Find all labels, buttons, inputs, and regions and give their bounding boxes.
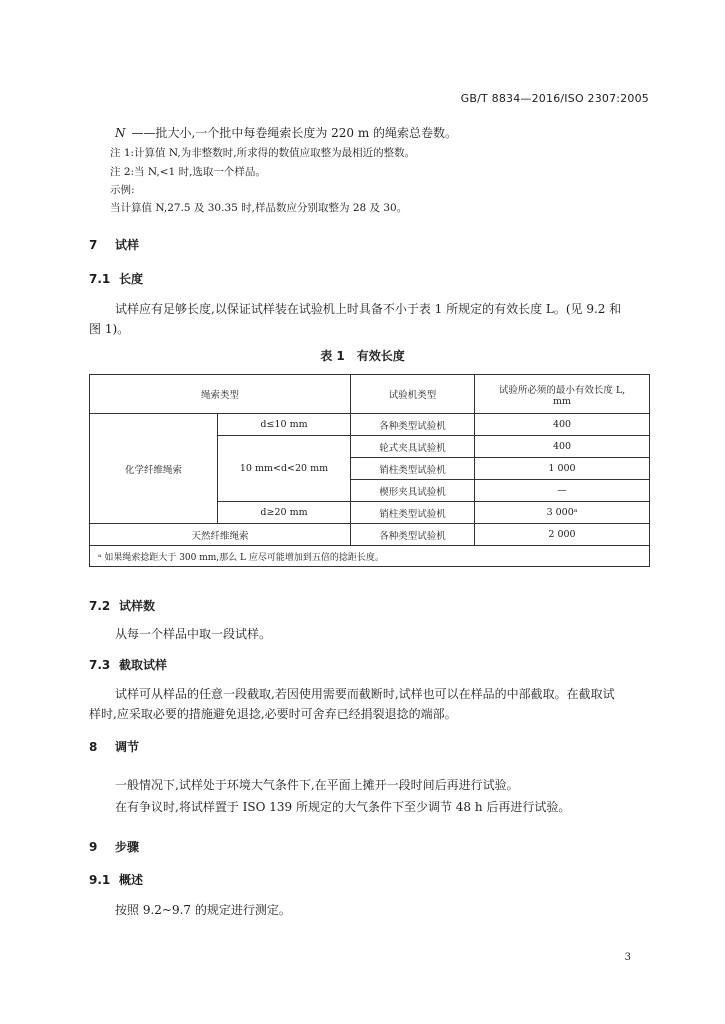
n-definition: ——批大小,一个批中每卷绳索长度为 220 m 的绳索总卷数。 [131,126,458,140]
header-machine-type: 试验机类型 [351,375,475,414]
page-number: 3 [624,952,631,963]
section-number: 9 [89,840,98,854]
n-definition-line [115,124,457,141]
table-row [90,524,650,546]
table-caption: 表 1 有效长度 [320,349,405,363]
section-7-2-paragraph: 从每一个样品中取一段试样。 [115,627,272,641]
note-2: 注 2:当 N,<1 时,选取一个样品。 [110,166,266,178]
n-symbol: N [115,126,126,140]
standard-code: GB/T 8834—2016/ISO 2307:2005 [460,92,649,105]
section-number: 8 [89,740,98,754]
section-7-3-paragraph-line-2: 样时,应采取必要的措施避免退捻,必要时可舍弃已经捐裂退捻的端部。 [89,707,457,721]
cell-machine-type: 楔形夹具试验机 [351,480,475,502]
table-header-row [90,375,650,414]
section-9-1-heading [89,871,143,888]
cell-min-length: 1 000 [475,458,650,480]
section-number: 7.1 [89,272,111,286]
cell-machine-type: 销柱类型试验机 [351,458,475,480]
section-7-1-heading [89,270,143,287]
cell-min-length: 400 [475,414,650,436]
section-7-heading [89,236,139,253]
section-number: 7 [89,238,98,252]
section-9-heading [89,838,139,855]
table-footnote: ᵃ 如果绳索捻距大于 300 mm,那么 L 应尽可能增加到五倍的捻距长度。 [90,546,650,567]
header-min-length-unit: mm [553,395,572,407]
example-text: 当计算值 N,27.5 及 30.35 时,样品数应分别取整为 28 及 30。 [110,202,408,214]
cell-chemical-fiber-rope: 化学纤维绳索 [90,414,218,524]
section-7-1-paragraph-line-1: 试样应有足够长度,以保证试样装在试验机上时具备不小于表 1 所规定的有效长度 L。(见 9.2 和 [115,302,622,316]
example-label: 示例: [110,184,135,196]
cell-diameter-condition: d≤10 mm [218,414,351,436]
table-footnote-row [90,546,650,567]
cell-min-length: — [475,480,650,502]
header-min-length [475,375,650,414]
note-1: 注 1:计算值 N,为非整数时,所求得的数值应取整为最相近的整数。 [110,147,416,159]
section-title: 试样数 [119,599,156,613]
section-title: 概述 [119,873,144,887]
header-rope-type: 绳索类型 [90,375,351,414]
cell-machine-type: 轮式夹具试验机 [351,436,475,458]
section-8-paragraph-1: 一般情况下,试样处于环境大气条件下,在平面上摊开一段时间后再进行试验。 [115,778,519,792]
cell-diameter-condition: 10 mm<d<20 mm [218,436,351,502]
section-7-3-heading [89,656,167,673]
cell-machine-type: 各种类型试验机 [351,524,475,546]
section-7-3-paragraph-line-1: 试样可从样品的任意一段截取,若因使用需要而截断时,试样也可以在样品的中部截取。在截取试 [115,687,615,701]
section-title: 步骤 [115,840,140,854]
section-number: 9.1 [89,873,111,887]
cell-machine-type: 各种类型试验机 [351,414,475,436]
table-row [90,414,650,436]
cell-diameter-condition: d≥20 mm [218,502,351,524]
cell-min-length: 400 [475,436,650,458]
section-number: 7.3 [89,658,111,672]
section-title: 长度 [119,272,144,286]
section-9-1-paragraph: 按照 9.2~9.7 的规定进行测定。 [115,903,291,917]
section-7-2-heading [89,597,155,614]
cell-min-length: 2 000 [475,524,650,546]
cell-natural-fiber-rope: 天然纤维绳索 [90,524,351,546]
section-8-paragraph-2: 在有争议时,将试样置于 ISO 139 所规定的大气条件下至少调节 48 h 后再进行试验。 [115,800,571,814]
section-title: 调节 [115,740,140,754]
section-title: 截取试样 [119,658,168,672]
effective-length-table [89,374,650,567]
cell-machine-type: 销柱类型试验机 [351,502,475,524]
cell-min-length: 3 000ᵃ [475,502,650,524]
section-title: 试样 [115,238,140,252]
section-number: 7.2 [89,599,111,613]
header-min-length-line-1: 试验所必须的最小有效长度 L, [498,384,626,396]
section-7-1-paragraph-line-2: 图 1)。 [89,322,130,336]
section-8-heading [89,738,139,755]
